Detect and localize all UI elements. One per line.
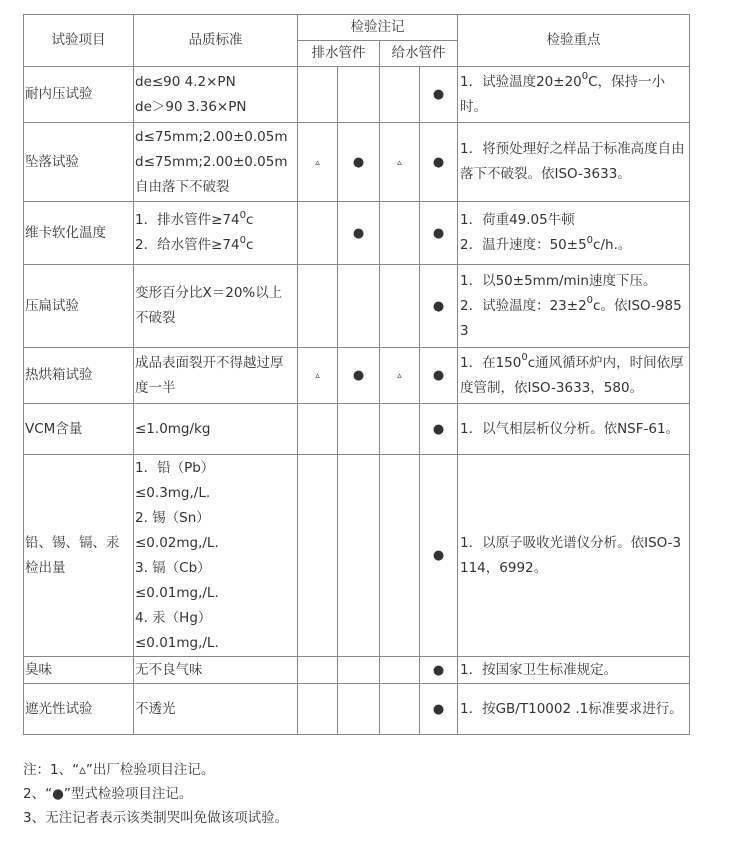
- row-focus: 1．将预处理好之样品于标准高度自由落下不破裂。依ISO-3633。: [458, 123, 690, 202]
- table-row: [24, 684, 690, 735]
- table-row: [24, 123, 690, 202]
- row-name: 压扁试验: [24, 265, 134, 348]
- mark-drain-factory: [298, 684, 338, 735]
- type-mark-icon: ●: [352, 368, 365, 383]
- row-standard: 变形百分比X＝20%以上不破裂: [134, 265, 298, 348]
- type-mark-icon: ●: [352, 225, 365, 241]
- row-name: VCM含量: [24, 404, 134, 455]
- row-standard: 无不良气味: [134, 657, 298, 684]
- type-mark-icon: ●: [432, 368, 445, 383]
- header-supply: 给水管件: [380, 41, 458, 67]
- row-name: 热烘箱试验: [24, 348, 134, 404]
- note-line: 2、“●”型式检验项目注记。: [23, 786, 193, 802]
- mark-supply-factory: [380, 455, 420, 657]
- header-focus: 检验重点: [458, 15, 690, 67]
- mark-drain-type: [338, 123, 380, 202]
- mark-drain-factory: [298, 265, 338, 348]
- type-mark-icon: ●: [432, 662, 445, 678]
- note-line: 3、无注记者表示该类制哭叫免做该项试验。: [23, 810, 289, 826]
- mark-drain-factory: [298, 123, 338, 202]
- mark-supply-factory: [380, 67, 420, 123]
- type-mark-icon: ●: [432, 87, 445, 102]
- type-mark-icon: ●: [432, 298, 445, 314]
- mark-drain-type: [338, 67, 380, 123]
- mark-drain-factory: [298, 455, 338, 657]
- table-row: [24, 265, 690, 348]
- table-row: [24, 657, 690, 684]
- table-row: [24, 348, 690, 404]
- type-mark-icon: ●: [432, 421, 445, 437]
- row-name: 臭味: [24, 657, 134, 684]
- mark-supply-type: [420, 123, 458, 202]
- mark-drain-type: [338, 455, 380, 657]
- mark-drain-type: [338, 348, 380, 404]
- type-mark-icon: ●: [432, 154, 445, 170]
- row-focus: 1．在$150^0c$通风循环炉内，时间依厚度管制，依ISO-3633，580。: [458, 348, 690, 404]
- factory-mark-icon: ▵: [315, 157, 320, 168]
- mark-drain-type: [338, 657, 380, 684]
- header-item: 试验项目: [24, 15, 134, 67]
- row-standard: d≤75mm;2.00±0.05m d≤75mm;2.00±0.05m 自由落下不破裂: [134, 123, 298, 202]
- row-name: 铅、锡、镉、汞检出量: [24, 455, 134, 657]
- row-name: 维卡软化温度: [24, 202, 134, 265]
- factory-mark-icon: ▵: [397, 157, 402, 168]
- row-standard: ≤1.0mg/kg: [134, 404, 298, 455]
- mark-supply-factory: [380, 684, 420, 735]
- mark-drain-type: [338, 684, 380, 735]
- type-mark-icon: ●: [432, 548, 445, 563]
- mark-supply-type: [420, 657, 458, 684]
- row-standard: 不透光: [134, 684, 298, 735]
- row-focus: 1．以原子吸收光谱仪分析。依ISO-3114，6992。: [458, 455, 690, 657]
- mark-drain-type: [338, 265, 380, 348]
- type-mark-icon: ●: [432, 701, 445, 717]
- mark-supply-type: [420, 265, 458, 348]
- row-focus: 1．按GB/T10002 .1标准要求进行。: [458, 684, 690, 735]
- mark-supply-factory: [380, 348, 420, 404]
- table-row: [24, 202, 690, 265]
- row-name: 坠落试验: [24, 123, 134, 202]
- table-row: [24, 404, 690, 455]
- mark-drain-type: [338, 202, 380, 265]
- mark-supply-factory: [380, 123, 420, 202]
- mark-drain-factory: [298, 404, 338, 455]
- inspection-table: [23, 14, 690, 735]
- factory-mark-icon: ▵: [397, 371, 402, 381]
- notes: [23, 758, 723, 830]
- mark-supply-type: [420, 455, 458, 657]
- row-name: 耐内压试验: [24, 67, 134, 123]
- mark-supply-type: [420, 202, 458, 265]
- header-standard: 品质标准: [134, 15, 298, 67]
- factory-mark-icon: ▵: [315, 371, 320, 381]
- row-focus: 1．荷重49.05牛顿 2．温升速度：$50\pm 5^0c/h$.。: [458, 202, 690, 265]
- type-mark-icon: ●: [352, 154, 365, 170]
- row-focus: 1．按国家卫生标准规定。: [458, 657, 690, 684]
- row-name: 遮光性试验: [24, 684, 134, 735]
- mark-supply-type: [420, 67, 458, 123]
- mark-supply-type: [420, 684, 458, 735]
- mark-drain-factory: [298, 348, 338, 404]
- row-standard: 1．排水管件$\ge 74^0c$ 2．给水管件$\ge 74^0c$: [134, 202, 298, 265]
- row-focus: 1．试验温度$20\pm 20^0C$，保持一小时。: [458, 67, 690, 123]
- table-row: [24, 67, 690, 123]
- mark-supply-type: [420, 348, 458, 404]
- header-drain: 排水管件: [298, 41, 380, 67]
- mark-drain-factory: [298, 202, 338, 265]
- mark-supply-type: [420, 404, 458, 455]
- header-mark-group: 检验注记: [298, 15, 458, 41]
- row-standard: 1．铅（Pb） ≤0.3mg,/L. 2. 锡（Sn） ≤0.02mg,/L. 3. 镉（Cb） ≤0.01mg,/L. 4. 汞（Hg） ≤0.01mg,/L.: [134, 455, 298, 657]
- mark-supply-factory: [380, 202, 420, 265]
- row-focus: 1．以气相层析仪分析。依NSF-61。: [458, 404, 690, 455]
- type-mark-icon: ●: [432, 225, 445, 241]
- mark-drain-factory: [298, 657, 338, 684]
- row-standard: de≤90 4.2×PN de＞90 3.36×PN: [134, 67, 298, 123]
- mark-supply-factory: [380, 657, 420, 684]
- mark-supply-factory: [380, 404, 420, 455]
- row-focus: 1．以50±5mm/min速度下压。 2．试验温度：$23\pm 2^0c$。依ISO-9853: [458, 265, 690, 348]
- table-row: [24, 455, 690, 657]
- row-standard: 成品表面裂开不得越过厚度一半: [134, 348, 298, 404]
- mark-drain-type: [338, 404, 380, 455]
- mark-supply-factory: [380, 265, 420, 348]
- mark-drain-factory: [298, 67, 338, 123]
- note-line: 注：1、“▵”出厂检验项目注记。: [23, 762, 215, 778]
